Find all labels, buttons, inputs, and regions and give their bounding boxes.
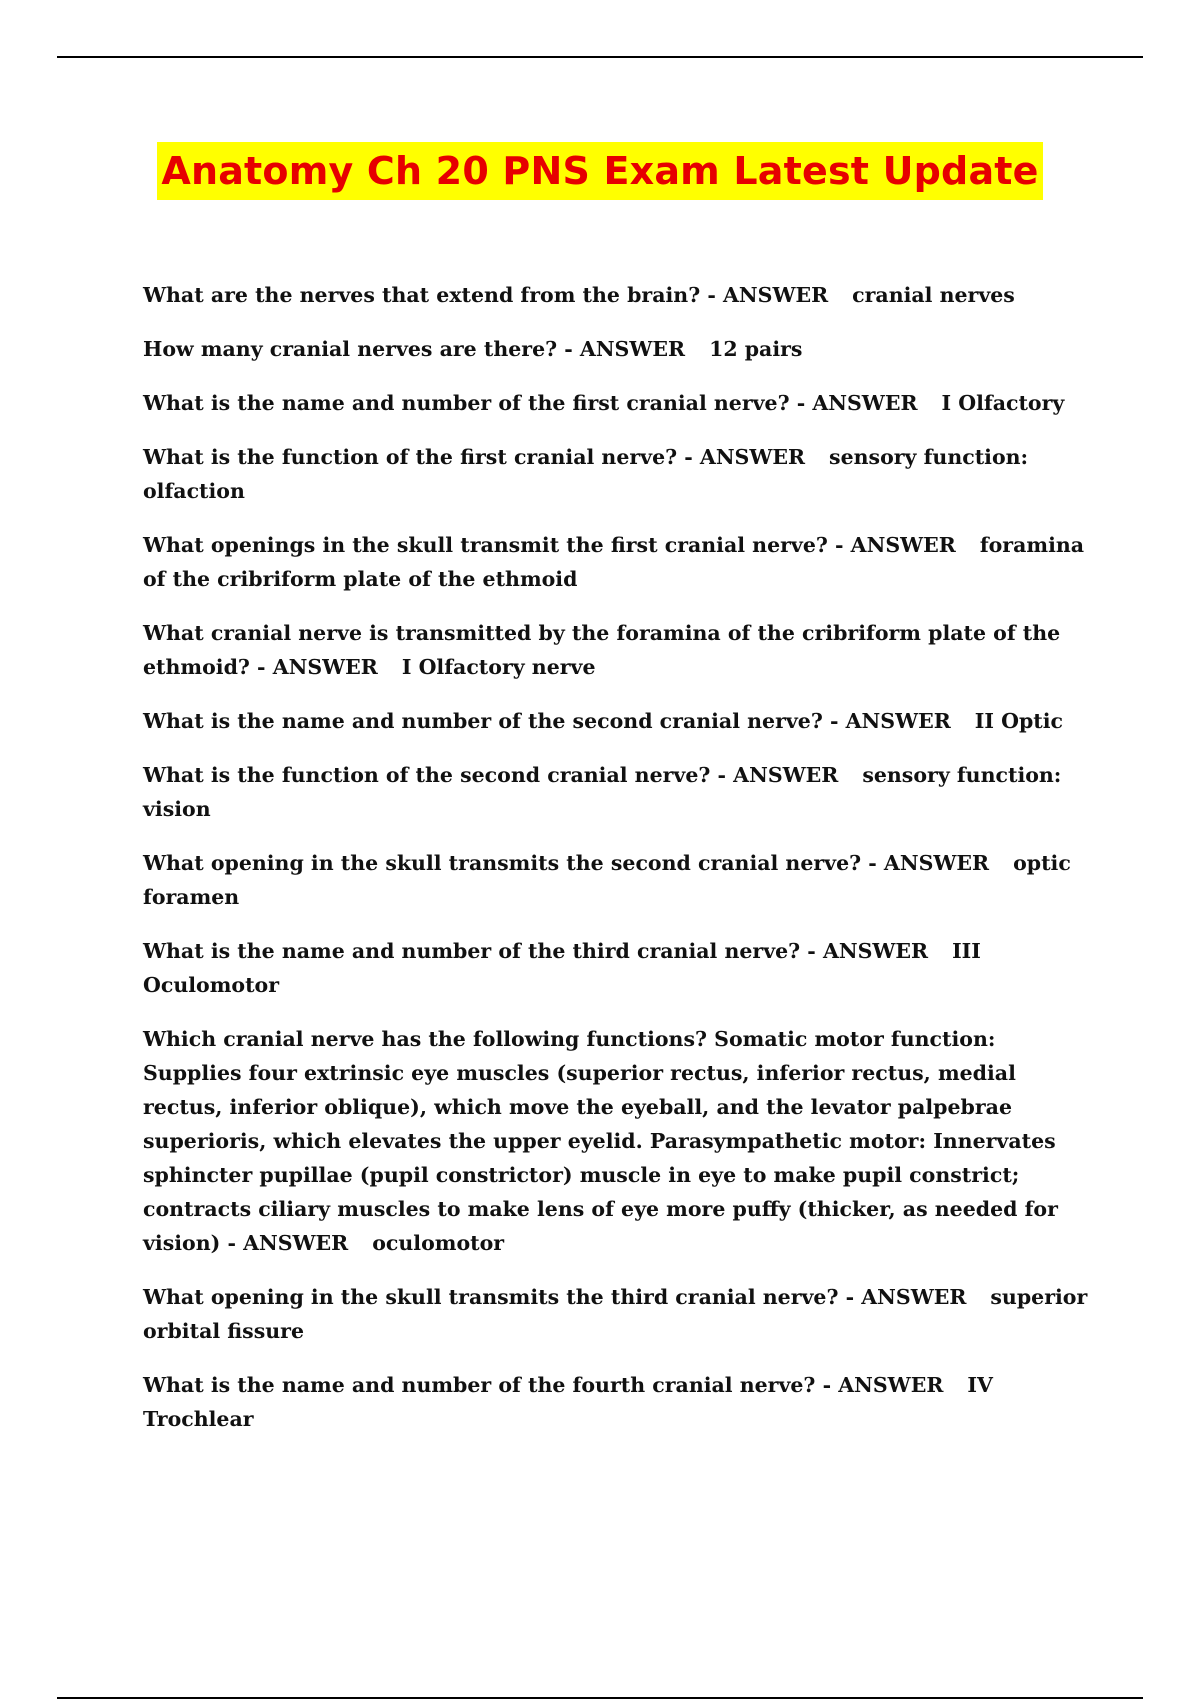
header-rule	[57, 56, 1143, 58]
qa-question: Which cranial nerve has the following functions? Somatic motor function: Supplies four extrinsic eye muscles (superior rectus, inferior rectus, medial rectus, inferior oblique), which move the eyeball, and the levator palpebrae superioris, which elevates the upper eyelid. Parasympathetic motor: Innervates sphincter pupillae (pupil constrictor) muscle in eye to make pupil constrict; contracts ciliary muscles to make lens of eye more puffy (thicker, as needed for vision) - ANSWER	[143, 1027, 1058, 1255]
qa-answer: optic foramen	[143, 851, 1071, 909]
qa-answer: I Olfactory	[941, 391, 1065, 415]
qa-answer: superior orbital fissure	[143, 1285, 1088, 1343]
qa-item	[143, 1022, 1093, 1260]
qa-item	[143, 332, 1093, 366]
qa-answer: foramina of the cribriform plate of the ethmoid	[143, 533, 1085, 591]
footer-rule	[57, 1697, 1143, 1699]
qa-answer: III Oculomotor	[143, 939, 981, 997]
qa-answer: 12 pairs	[709, 337, 803, 361]
qa-item	[143, 1280, 1093, 1348]
qa-question: What is the function of the second cranial nerve? - ANSWER	[143, 763, 839, 787]
qa-question: What is the function of the first cranial nerve? - ANSWER	[143, 445, 806, 469]
qa-answer: II Optic	[974, 709, 1064, 733]
qa-question: What are the nerves that extend from the brain? - ANSWER	[143, 283, 829, 307]
qa-question: What cranial nerve is transmitted by the foramina of the cribriform plate of the ethmoid? - ANSWER	[143, 621, 1061, 679]
qa-list	[143, 278, 1093, 1456]
qa-item	[143, 440, 1093, 508]
qa-answer: I Olfactory nerve	[401, 655, 596, 679]
qa-question: What opening in the skull transmits the second cranial nerve? - ANSWER	[143, 851, 990, 875]
qa-answer: cranial nerves	[852, 283, 1015, 307]
qa-question: What is the name and number of the first cranial nerve? - ANSWER	[143, 391, 918, 415]
qa-item	[143, 846, 1093, 914]
qa-item	[143, 386, 1093, 420]
qa-question: What is the name and number of the second cranial nerve? - ANSWER	[143, 709, 951, 733]
qa-answer: IV Trochlear	[143, 1373, 993, 1431]
qa-answer: sensory function: olfaction	[143, 445, 1029, 503]
title-container	[0, 142, 1200, 200]
qa-question: What opening in the skull transmits the third cranial nerve? - ANSWER	[143, 1285, 967, 1309]
qa-question: What is the name and number of the fourth cranial nerve? - ANSWER	[143, 1373, 944, 1397]
qa-item	[143, 528, 1093, 596]
qa-item	[143, 758, 1093, 826]
qa-item	[143, 1368, 1093, 1436]
qa-question: What is the name and number of the third cranial nerve? - ANSWER	[143, 939, 929, 963]
qa-question: What openings in the skull transmit the first cranial nerve? - ANSWER	[143, 533, 956, 557]
qa-answer: oculomotor	[372, 1231, 505, 1255]
qa-item	[143, 616, 1093, 684]
qa-item	[143, 278, 1093, 312]
qa-answer: sensory function: vision	[143, 763, 1062, 821]
qa-question: How many cranial nerves are there? - ANSWER	[143, 337, 686, 361]
qa-item	[143, 704, 1093, 738]
qa-item	[143, 934, 1093, 1002]
page-title: Anatomy Ch 20 PNS Exam Latest Update	[157, 142, 1042, 200]
